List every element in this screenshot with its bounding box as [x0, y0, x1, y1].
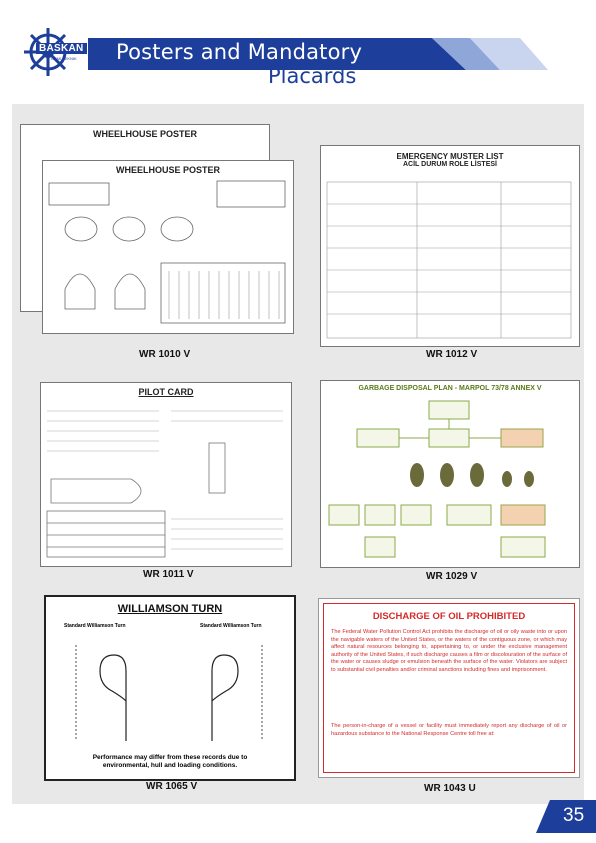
reporting-text: The person-in-charge of a vessel or facility must immediately report any discharge of oil or hazardous substance to the National Response Centre toll free at:	[331, 723, 567, 737]
product-code: WR 1011 V	[143, 569, 194, 580]
page-number: 35	[563, 805, 585, 826]
poster-title: WHEELHOUSE POSTER	[92, 129, 197, 139]
logo-subtext: GEMI TEKNIK	[51, 56, 77, 61]
turn-path-icon	[46, 631, 292, 751]
product-code: WR 1043 U	[424, 783, 476, 794]
product-code: WR 1065 V	[146, 781, 198, 792]
poster-title: GARBAGE DISPOSAL PLAN - MARPOL 73/78 ANNEX V	[358, 385, 542, 392]
product-code: WR 1012 V	[426, 349, 478, 360]
page-title: Posters and Mandatory	[116, 40, 363, 64]
right-diagram-label: Standard Williamson Turn	[200, 623, 262, 629]
poster-pilot-card[interactable]	[40, 382, 292, 567]
prohibition-text: The Federal Water Pollution Control Act prohibits the discharge of oil or oily waste into or upon the navigable waters of the United States, or the waters of the contiguous zone, or which may affect natural resources belonging to, appertaining to, or under the exclusive management authority of the United States, if such discharge causes a film or discolouration of the surface of the water or causes sludge or emulsion beneath the surface of the water. Violators are subject to substantial civil penalties and/or criminal sanctions including fines and imprisonment.	[331, 629, 567, 673]
poster-title: DISCHARGE OF OIL PROHIBITED	[372, 611, 526, 622]
poster-title-front: WHEELHOUSE POSTER	[115, 165, 220, 175]
poster-subtitle: ACİL DURUM ROLE LİSTESİ	[403, 161, 497, 168]
garbage-flowchart-icon	[321, 395, 577, 565]
pilot-card-form-icon	[41, 403, 289, 563]
poster-title: PILOT CARD	[138, 387, 194, 397]
logo-wordmark: BASKAN	[36, 43, 87, 54]
poster-title: EMERGENCY MUSTER LIST	[396, 152, 504, 161]
poster-emergency-muster[interactable]	[320, 145, 580, 347]
poster-williamson-turn[interactable]	[44, 595, 296, 781]
left-diagram-label: Standard Williamson Turn	[64, 623, 126, 629]
wheelhouse-diagram-icon	[43, 179, 291, 329]
product-code: WR 1029 V	[426, 571, 478, 582]
poster-wheelhouse-front[interactable]	[42, 160, 294, 334]
product-code: WR 1010 V	[139, 349, 191, 360]
poster-garbage-disposal[interactable]	[320, 380, 580, 568]
poster-title: WILLIAMSON TURN	[117, 603, 223, 615]
muster-table-icon	[321, 174, 577, 344]
performance-note: Performance may differ from these records due to environmental, hull and loading conditions.	[92, 754, 248, 769]
page-subtitle: Placards	[268, 64, 357, 88]
poster-discharge-oil[interactable]	[318, 598, 580, 778]
